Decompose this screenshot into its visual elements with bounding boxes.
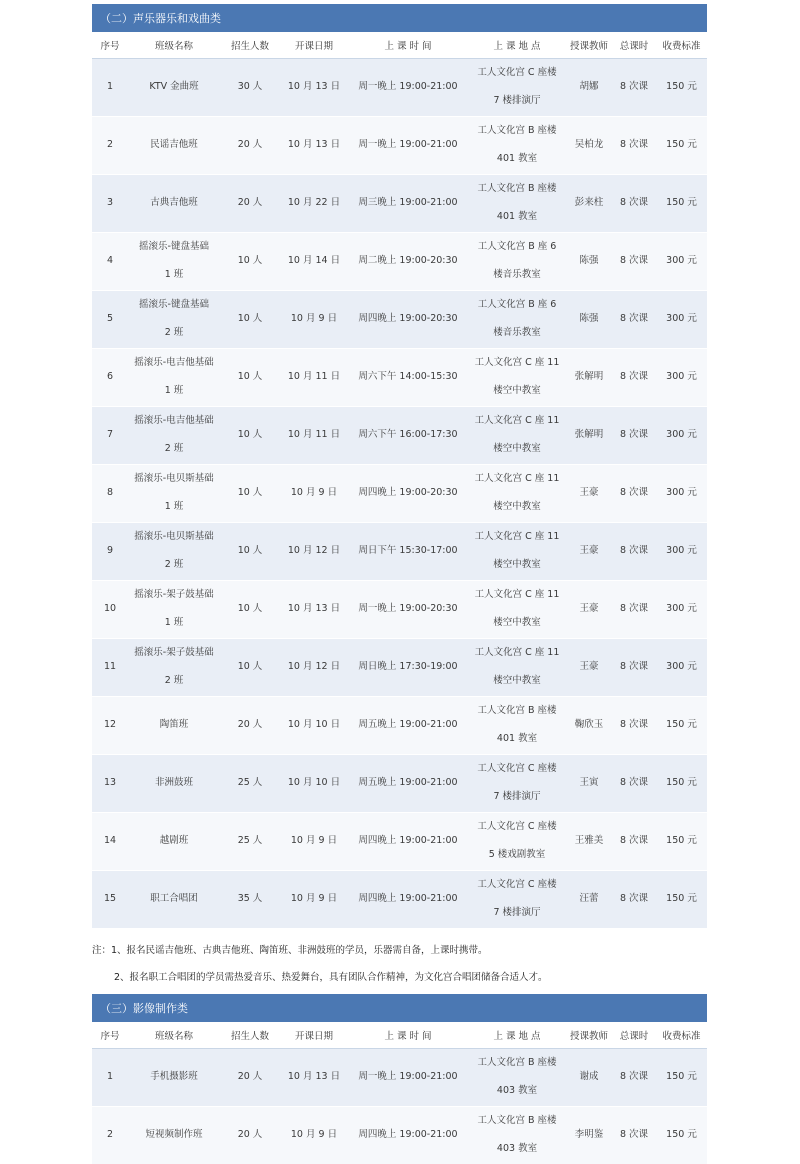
col-time: 周一晚上 19:00-20:30	[348, 580, 468, 638]
table-row	[92, 406, 707, 464]
col-start-date: 10 月 13 日	[280, 58, 348, 116]
col-teacher: 陈强	[566, 290, 612, 348]
table-row	[92, 812, 707, 870]
col-time: 周一晚上 19:00-21:00	[348, 116, 468, 174]
col-time: 周六下午 14:00-15:30	[348, 348, 468, 406]
col-sessions: 8 次课	[612, 696, 656, 754]
col-index: 10	[92, 580, 128, 638]
col-index: 4	[92, 232, 128, 290]
col-index: 7	[92, 406, 128, 464]
col-teacher: 谢成	[566, 1048, 612, 1106]
section-title: （三）影像制作类	[100, 1002, 188, 1015]
col-index: 2	[92, 116, 128, 174]
col-start-date: 10 月 10 日	[280, 754, 348, 812]
col-time: 周日晚上 17:30-19:00	[348, 638, 468, 696]
col-index: 6	[92, 348, 128, 406]
table-row	[92, 1106, 707, 1164]
col-teacher: 彭来柱	[566, 174, 612, 232]
col-location-header: 上 课 地 点	[468, 1022, 566, 1048]
col-enrollment: 10 人	[220, 464, 280, 522]
col-fee: 150 元	[656, 1048, 707, 1106]
col-enrollment: 10 人	[220, 580, 280, 638]
col-time: 周二晚上 19:00-20:30	[348, 232, 468, 290]
col-location: 工人文化宫 C 座 11 楼空中教室	[468, 580, 566, 638]
col-teacher: 王豪	[566, 522, 612, 580]
col-sessions-header: 总课时	[612, 1022, 656, 1048]
col-teacher: 张解明	[566, 348, 612, 406]
col-fee: 300 元	[656, 522, 707, 580]
col-location: 工人文化宫 C 座 11 楼空中教室	[468, 464, 566, 522]
col-enrollment: 20 人	[220, 1106, 280, 1164]
col-start-date: 10 月 11 日	[280, 348, 348, 406]
col-start-date: 10 月 13 日	[280, 580, 348, 638]
col-start-date: 10 月 13 日	[280, 1048, 348, 1106]
col-time: 周六下午 16:00-17:30	[348, 406, 468, 464]
col-class-name: 陶笛班	[128, 696, 220, 754]
col-teacher: 王豪	[566, 638, 612, 696]
table-row	[92, 754, 707, 812]
col-fee-header: 收费标准	[656, 32, 707, 58]
col-sessions: 8 次课	[612, 116, 656, 174]
col-fee: 150 元	[656, 116, 707, 174]
col-start-date: 10 月 9 日	[280, 1106, 348, 1164]
col-fee-header: 收费标准	[656, 1022, 707, 1048]
col-location: 工人文化宫 B 座楼 403 教室	[468, 1106, 566, 1164]
col-time: 周四晚上 19:00-21:00	[348, 812, 468, 870]
col-index: 3	[92, 174, 128, 232]
col-sessions: 8 次课	[612, 870, 656, 928]
col-location: 工人文化宫 C 座楼 5 楼戏剧教室	[468, 812, 566, 870]
table-row	[92, 116, 707, 174]
table-row	[92, 580, 707, 638]
col-fee: 150 元	[656, 696, 707, 754]
col-location: 工人文化宫 B 座楼 401 教室	[468, 116, 566, 174]
col-sessions: 8 次课	[612, 580, 656, 638]
col-sessions-header: 总课时	[612, 32, 656, 58]
col-fee: 300 元	[656, 638, 707, 696]
col-index: 12	[92, 696, 128, 754]
table-row	[92, 870, 707, 928]
col-sessions: 8 次课	[612, 174, 656, 232]
col-index-header: 序号	[92, 1022, 128, 1048]
col-time-header: 上 课 时 间	[348, 32, 468, 58]
col-time: 周一晚上 19:00-21:00	[348, 58, 468, 116]
section-title: （二）声乐器乐和戏曲类	[100, 12, 221, 25]
col-time: 周四晚上 19:00-21:00	[348, 1106, 468, 1164]
col-location: 工人文化宫 C 座楼 7 楼排演厅	[468, 58, 566, 116]
music-course-table	[92, 32, 707, 928]
col-index: 15	[92, 870, 128, 928]
table-row	[92, 58, 707, 116]
col-enrollment: 10 人	[220, 406, 280, 464]
col-enrollment-header: 招生人数	[220, 32, 280, 58]
table-row	[92, 638, 707, 696]
col-sessions: 8 次课	[612, 754, 656, 812]
col-teacher: 王豪	[566, 580, 612, 638]
col-enrollment: 10 人	[220, 232, 280, 290]
col-start-date: 10 月 12 日	[280, 522, 348, 580]
col-sessions: 8 次课	[612, 290, 656, 348]
table-row	[92, 174, 707, 232]
col-class-name: 摇滚乐-键盘基础 1 班	[128, 232, 220, 290]
col-sessions: 8 次课	[612, 232, 656, 290]
table-header-row	[92, 32, 707, 58]
section-header-music	[92, 4, 707, 32]
col-class-name: KTV 金曲班	[128, 58, 220, 116]
col-start-date: 10 月 14 日	[280, 232, 348, 290]
col-enrollment: 20 人	[220, 1048, 280, 1106]
col-start-date: 10 月 9 日	[280, 812, 348, 870]
col-start-date: 10 月 13 日	[280, 116, 348, 174]
col-teacher: 陈强	[566, 232, 612, 290]
col-index: 2	[92, 1106, 128, 1164]
col-time: 周三晚上 19:00-21:00	[348, 174, 468, 232]
col-location: 工人文化宫 C 座 11 楼空中教室	[468, 406, 566, 464]
col-index: 11	[92, 638, 128, 696]
col-fee: 150 元	[656, 58, 707, 116]
col-fee: 150 元	[656, 174, 707, 232]
col-class-name: 非洲鼓班	[128, 754, 220, 812]
col-sessions: 8 次课	[612, 638, 656, 696]
col-start-date: 10 月 22 日	[280, 174, 348, 232]
col-time: 周四晚上 19:00-21:00	[348, 870, 468, 928]
col-start-date-header: 开课日期	[280, 1022, 348, 1048]
col-time-header: 上 课 时 间	[348, 1022, 468, 1048]
col-fee: 150 元	[656, 754, 707, 812]
col-location-header: 上 课 地 点	[468, 32, 566, 58]
col-index: 1	[92, 1048, 128, 1106]
table-row	[92, 464, 707, 522]
col-class-name: 民谣吉他班	[128, 116, 220, 174]
col-class-name: 古典吉他班	[128, 174, 220, 232]
col-fee: 300 元	[656, 232, 707, 290]
col-teacher: 汪蕾	[566, 870, 612, 928]
col-sessions: 8 次课	[612, 1106, 656, 1164]
col-time: 周五晚上 19:00-21:00	[348, 754, 468, 812]
col-class-name: 摇滚乐-架子鼓基础 1 班	[128, 580, 220, 638]
col-teacher: 张解明	[566, 406, 612, 464]
col-enrollment: 10 人	[220, 290, 280, 348]
col-fee: 300 元	[656, 580, 707, 638]
col-index: 8	[92, 464, 128, 522]
col-enrollment-header: 招生人数	[220, 1022, 280, 1048]
col-teacher: 胡娜	[566, 58, 612, 116]
col-time: 周日下午 15:30-17:00	[348, 522, 468, 580]
col-fee: 300 元	[656, 464, 707, 522]
col-enrollment: 20 人	[220, 116, 280, 174]
col-enrollment: 10 人	[220, 348, 280, 406]
col-fee: 150 元	[656, 1106, 707, 1164]
col-enrollment: 10 人	[220, 638, 280, 696]
col-start-date: 10 月 10 日	[280, 696, 348, 754]
video-course-table	[92, 1022, 707, 1164]
note-1: 注：1、报名民谣吉他班、古典吉他班、陶笛班、非洲鼓班的学员，乐器需自备，上课时携带。	[92, 945, 488, 956]
col-enrollment: 25 人	[220, 812, 280, 870]
col-teacher: 李明鉴	[566, 1106, 612, 1164]
col-teacher: 鞠欣玉	[566, 696, 612, 754]
col-location: 工人文化宫 C 座 11 楼空中教室	[468, 348, 566, 406]
col-start-date: 10 月 9 日	[280, 870, 348, 928]
col-index: 9	[92, 522, 128, 580]
col-location: 工人文化宫 C 座楼 7 楼排演厅	[468, 870, 566, 928]
section-header-video	[92, 994, 707, 1022]
col-enrollment: 10 人	[220, 522, 280, 580]
col-index-header: 序号	[92, 32, 128, 58]
col-location: 工人文化宫 B 座楼 401 教室	[468, 174, 566, 232]
col-enrollment: 35 人	[220, 870, 280, 928]
col-start-date: 10 月 12 日	[280, 638, 348, 696]
col-class-name: 越剧班	[128, 812, 220, 870]
col-sessions: 8 次课	[612, 812, 656, 870]
col-enrollment: 30 人	[220, 58, 280, 116]
col-location: 工人文化宫 B 座 6 楼音乐教室	[468, 290, 566, 348]
col-teacher: 王豪	[566, 464, 612, 522]
col-class-name: 摇滚乐-电贝斯基础 1 班	[128, 464, 220, 522]
table-row	[92, 348, 707, 406]
col-fee: 300 元	[656, 406, 707, 464]
note-2: 2、报名职工合唱团的学员需热爱音乐、热爱舞台，具有团队合作精神，为文化宫合唱团储备合适人才。	[114, 972, 548, 983]
col-class-name-header: 班级名称	[128, 1022, 220, 1048]
col-index: 14	[92, 812, 128, 870]
col-index: 13	[92, 754, 128, 812]
table-row	[92, 696, 707, 754]
col-class-name: 摇滚乐-架子鼓基础 2 班	[128, 638, 220, 696]
col-class-name-header: 班级名称	[128, 32, 220, 58]
col-teacher: 王寅	[566, 754, 612, 812]
col-teacher: 吴柏龙	[566, 116, 612, 174]
col-class-name: 摇滚乐-键盘基础 2 班	[128, 290, 220, 348]
table-row	[92, 522, 707, 580]
col-location: 工人文化宫 C 座 11 楼空中教室	[468, 522, 566, 580]
col-teacher-header: 授课教师	[566, 1022, 612, 1048]
col-location: 工人文化宫 B 座楼 403 教室	[468, 1048, 566, 1106]
col-sessions: 8 次课	[612, 58, 656, 116]
col-location: 工人文化宫 B 座楼 401 教室	[468, 696, 566, 754]
col-class-name: 短视频制作班	[128, 1106, 220, 1164]
col-fee: 150 元	[656, 870, 707, 928]
col-start-date: 10 月 9 日	[280, 290, 348, 348]
col-sessions: 8 次课	[612, 1048, 656, 1106]
table-row	[92, 290, 707, 348]
col-class-name: 摇滚乐-电吉他基础 2 班	[128, 406, 220, 464]
col-enrollment: 25 人	[220, 754, 280, 812]
col-start-date: 10 月 9 日	[280, 464, 348, 522]
col-class-name: 摇滚乐-电贝斯基础 2 班	[128, 522, 220, 580]
col-time: 周五晚上 19:00-21:00	[348, 696, 468, 754]
col-teacher: 王雅美	[566, 812, 612, 870]
col-sessions: 8 次课	[612, 464, 656, 522]
col-class-name: 摇滚乐-电吉他基础 1 班	[128, 348, 220, 406]
col-start-date: 10 月 11 日	[280, 406, 348, 464]
col-index: 5	[92, 290, 128, 348]
col-start-date-header: 开课日期	[280, 32, 348, 58]
col-teacher-header: 授课教师	[566, 32, 612, 58]
col-time: 周四晚上 19:00-20:30	[348, 464, 468, 522]
col-index: 1	[92, 58, 128, 116]
col-class-name: 手机摄影班	[128, 1048, 220, 1106]
col-fee: 300 元	[656, 290, 707, 348]
col-enrollment: 20 人	[220, 174, 280, 232]
col-sessions: 8 次课	[612, 348, 656, 406]
col-time: 周一晚上 19:00-21:00	[348, 1048, 468, 1106]
col-fee: 150 元	[656, 812, 707, 870]
col-location: 工人文化宫 B 座 6 楼音乐教室	[468, 232, 566, 290]
table-row	[92, 232, 707, 290]
table-header-row	[92, 1022, 707, 1048]
col-time: 周四晚上 19:00-20:30	[348, 290, 468, 348]
col-enrollment: 20 人	[220, 696, 280, 754]
col-location: 工人文化宫 C 座楼 7 楼排演厅	[468, 754, 566, 812]
col-fee: 300 元	[656, 348, 707, 406]
table-row	[92, 1048, 707, 1106]
col-location: 工人文化宫 C 座 11 楼空中教室	[468, 638, 566, 696]
col-class-name: 职工合唱团	[128, 870, 220, 928]
col-sessions: 8 次课	[612, 522, 656, 580]
col-sessions: 8 次课	[612, 406, 656, 464]
